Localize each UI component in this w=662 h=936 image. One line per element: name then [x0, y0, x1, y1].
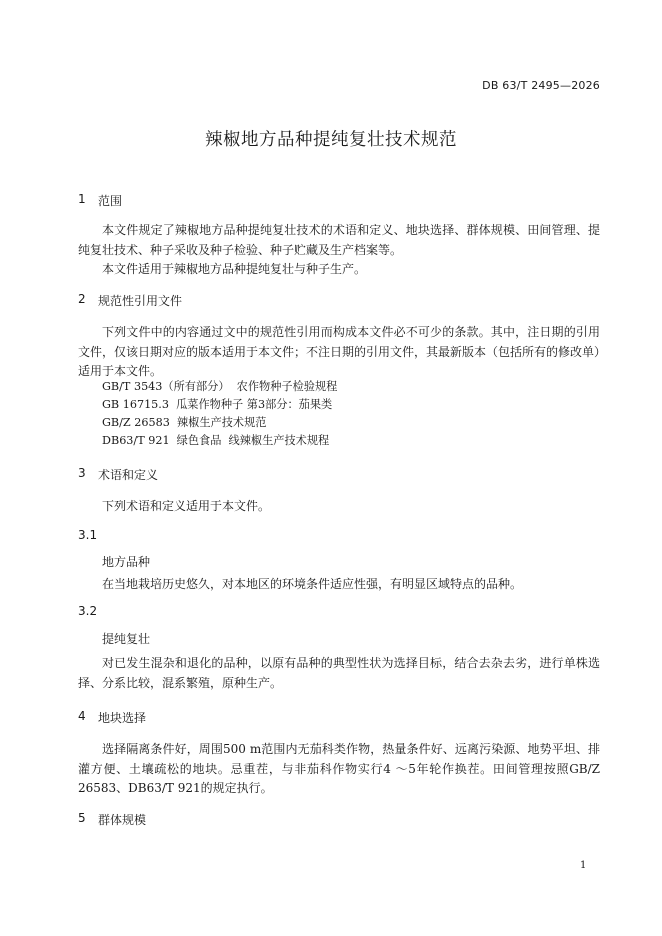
section-number: 1: [78, 192, 86, 206]
section-4-paragraph-1: 选择隔离条件好，周围500 m范围内无茄科类作物，热量条件好、远离污染源、地势平坦、排灌方便、土壤疏松的地块。忌重茬，与非茄科作物实行4 ～5年轮作换茬。田间管理按照GB/Z 26583、DB63/T 921的规定执行。: [78, 742, 600, 795]
term-3-1-number: 3.1: [78, 528, 98, 542]
section-number: 2: [78, 292, 86, 306]
section-title: 范围: [98, 194, 123, 208]
term-3-1-name: 地方品种: [102, 555, 151, 569]
section-1-paragraph-2: 本文件适用于辣椒地方品种提纯复壮与种子生产。: [102, 262, 367, 276]
section-4-heading: [78, 709, 146, 726]
term-3-2-name: 提纯复壮: [102, 632, 151, 646]
reference-item: GB 16715.3 瓜菜作物种子 第3部分：茄果类: [102, 398, 333, 411]
page-title: 辣椒地方品种提纯复壮技术规范: [205, 130, 457, 150]
page-number: 1: [580, 860, 587, 871]
section-title: 群体规模: [98, 813, 147, 827]
term-3-2-definition: 对已发生混杂和退化的品种，以原有品种的典型性状为选择目标，结合去杂去劣，进行单株选择、分系比较，混系繁殖，原种生产。: [78, 656, 600, 690]
reference-item: GB/T 3543（所有部分） 农作物种子检验规程: [102, 380, 338, 393]
section-2-paragraph-1: 下列文件中的内容通过文中的规范性引用而构成本文件必不可少的条款。其中，注日期的引用文件，仅该日期对应的版本适用于本文件；不注日期的引用文件，其最新版本（包括所有的修改单）适用于本文件。: [78, 325, 601, 378]
section-1-heading: [78, 192, 122, 209]
section-number: 4: [78, 709, 86, 723]
section-2-heading: [78, 292, 182, 309]
section-title: 规范性引用文件: [98, 294, 183, 308]
section-number: 3: [78, 466, 86, 480]
section-1-paragraph-1: 本文件规定了辣椒地方品种提纯复壮技术的术语和定义、地块选择、群体规模、田间管理、提纯复壮技术、种子采收及种子检验、种子贮藏及生产档案等。: [78, 223, 600, 257]
section-title: 地块选择: [98, 711, 147, 725]
section-title: 术语和定义: [98, 468, 159, 482]
reference-item: DB63/T 921 绿色食品 线辣椒生产技术规程: [102, 434, 330, 447]
term-3-1-definition: 在当地栽培历史悠久，对本地区的环境条件适应性强，有明显区域特点的品种。: [102, 577, 523, 591]
standard-code: DB 63/T 2495—2026: [482, 79, 600, 92]
reference-item: GB/Z 26583 辣椒生产技术规范: [102, 416, 267, 429]
section-5-heading: [78, 811, 146, 828]
section-number: 5: [78, 811, 86, 825]
section-3-paragraph-1: 下列术语和定义适用于本文件。: [102, 499, 271, 513]
section-3-heading: [78, 466, 158, 483]
term-3-2-number: 3.2: [78, 604, 98, 618]
